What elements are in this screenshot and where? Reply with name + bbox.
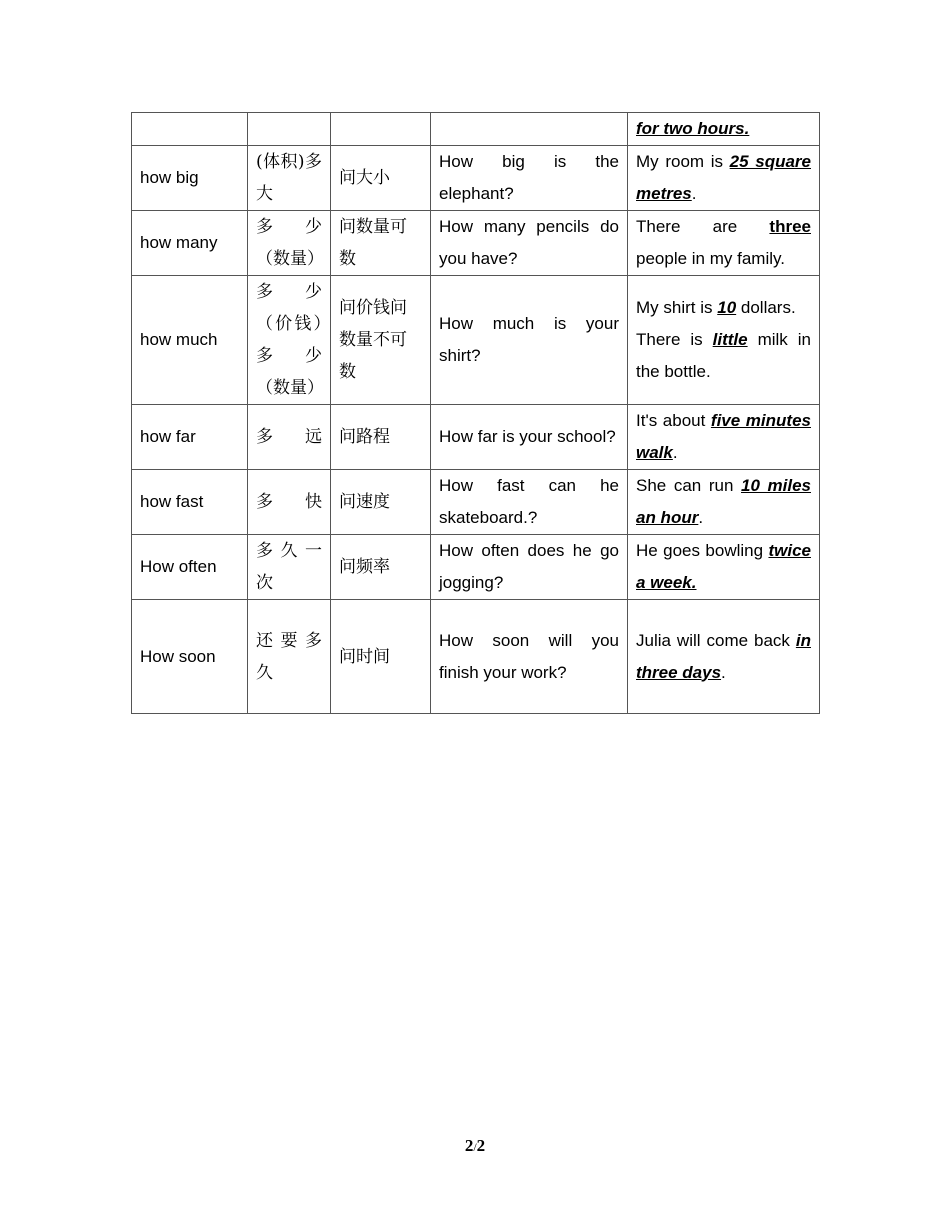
cell-answer [628, 146, 820, 211]
cell-asks [331, 113, 431, 146]
cell-meaning: 多少（数量） [248, 211, 331, 276]
cell-meaning: 多久一次 [248, 535, 331, 600]
page-number [0, 1136, 950, 1156]
answer-text: . [672, 443, 678, 462]
cell-meaning: 多快 [248, 470, 331, 535]
cell-asks: 问价钱问数量不可数 [331, 276, 431, 405]
cell-asks: 问数量可数 [331, 211, 431, 276]
answer-text: Julia will come back [636, 630, 796, 650]
cell-word [132, 113, 248, 146]
cell-asks: 问大小 [331, 146, 431, 211]
answer-text: My shirt is [636, 298, 718, 317]
cell-answer [628, 405, 820, 470]
cell-asks: 问路程 [331, 405, 431, 470]
table-row [132, 276, 820, 405]
cell-word: How soon [132, 600, 248, 714]
cell-answer [628, 600, 820, 714]
grammar-table [131, 112, 820, 714]
cell-question: How far is your school? [431, 405, 628, 470]
cell-meaning: 多远 [248, 405, 331, 470]
answer-text: He goes bowling [636, 541, 769, 560]
cell-word: How often [132, 535, 248, 600]
answer-text: She can run [636, 476, 742, 495]
cell-answer [628, 276, 820, 405]
answer-text: It's about [636, 411, 711, 430]
table-row [132, 600, 820, 714]
cell-word: how many [132, 211, 248, 276]
cell-asks: 问时间 [331, 600, 431, 714]
page-total: 2 [476, 1136, 486, 1155]
table-row [132, 470, 820, 535]
cell-meaning: 多少（价钱）多少（数量） [248, 276, 331, 405]
cell-asks: 问频率 [331, 535, 431, 600]
table-row [132, 146, 820, 211]
cell-question: How soon will you finish your work? [431, 600, 628, 714]
answer-highlight: in three days [636, 630, 811, 682]
answer-highlight: 25 square metres [636, 152, 811, 203]
cell-answer [628, 211, 820, 276]
answer-text: There is [636, 330, 713, 349]
answer-text: milk in the bottle. [636, 330, 811, 381]
answer-text: . [691, 184, 697, 203]
answer-highlight: five minutes walk [636, 411, 811, 462]
cell-word: how big [132, 146, 248, 211]
cell-meaning: 还要多久 [248, 600, 331, 714]
answer-highlight: for two hours. [636, 119, 750, 138]
answer-text: people in my family. [636, 249, 785, 268]
answer-text: . [721, 662, 726, 682]
cell-answer [628, 535, 820, 600]
cell-meaning: (体积)多大 [248, 146, 331, 211]
table-row [132, 535, 820, 600]
answer-highlight: 10 [717, 298, 737, 317]
cell-asks: 问速度 [331, 470, 431, 535]
cell-answer [628, 113, 820, 146]
page-current: 2 [464, 1136, 474, 1155]
cell-question: How many pencils do you have? [431, 211, 628, 276]
cell-question [431, 113, 628, 146]
cell-question: How big is the elephant? [431, 146, 628, 211]
cell-question: How often does he go jogging? [431, 535, 628, 600]
cell-meaning [248, 113, 331, 146]
cell-word: how much [132, 276, 248, 405]
answer-highlight: 10 miles an hour [636, 476, 811, 527]
answer-text: My room is [636, 152, 730, 171]
table-row [132, 113, 820, 146]
table-row [132, 405, 820, 470]
answer-text: . [698, 508, 704, 527]
table-row [132, 211, 820, 276]
cell-question: How much is your shirt? [431, 276, 628, 405]
answer-highlight: little [712, 330, 748, 349]
cell-answer [628, 470, 820, 535]
answer-highlight: twice a week. [636, 541, 811, 592]
grammar-table-body [132, 113, 820, 714]
cell-word: how fast [132, 470, 248, 535]
answer-text: dollars. [736, 298, 796, 317]
page-separator: / [473, 1140, 477, 1154]
cell-word: how far [132, 405, 248, 470]
cell-question: How fast can he skateboard.? [431, 470, 628, 535]
answer-highlight: three [769, 217, 811, 236]
answer-text: There are [636, 217, 770, 236]
